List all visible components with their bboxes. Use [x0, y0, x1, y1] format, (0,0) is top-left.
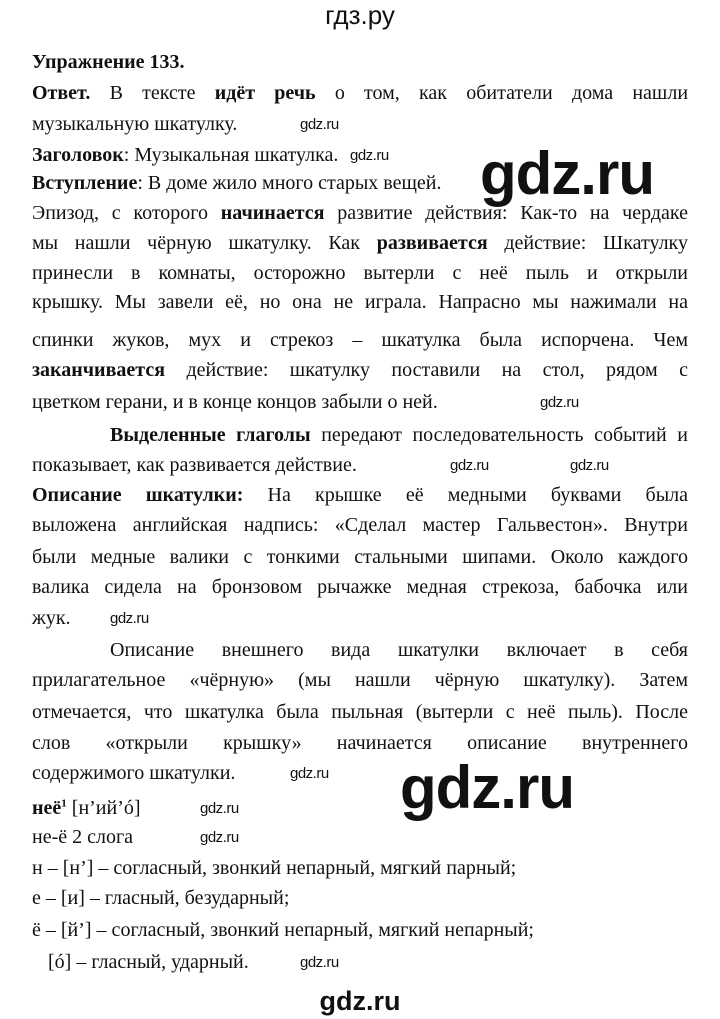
text-line [32, 50, 185, 74]
text-line [32, 290, 688, 314]
text-segment: Эпизод, с которого [32, 202, 221, 224]
text-segment: действие: Шкатулку [487, 232, 688, 254]
text-segment: выложена английская надпись: «Сделал мастер Гальвестон». Внутри [32, 514, 688, 536]
watermark-small: gdz.ru [110, 610, 149, 627]
text-segment: [ó] – гласный, ударный. [48, 951, 249, 973]
text-segment: содержимого шкатулки. [32, 762, 236, 784]
text-line [32, 606, 71, 630]
watermark-small: gdz.ru [200, 800, 239, 817]
bold-text: начинается [220, 202, 325, 224]
text-line [32, 390, 438, 414]
text-segment: жук. [32, 607, 71, 629]
text-line [32, 700, 688, 724]
watermark-small: gdz.ru [300, 116, 339, 133]
text-segment: 1 [61, 797, 67, 810]
text-segment: о том, как обитатели дома нашли [315, 82, 689, 104]
text-segment: крышку. Мы завели её, но она не играла. Напрасно мы нажимали на [32, 291, 688, 313]
text-line [32, 171, 441, 195]
text-segment: цветком герани, и в конце концов забыли о ней. [32, 391, 438, 413]
bold-text: Описание шкатулки: [32, 484, 244, 506]
site-header: гдз.ру [325, 0, 395, 30]
watermark-large: gdz.ru [400, 754, 574, 821]
text-line [32, 483, 688, 507]
text-segment: действие: шкатулку поставили на стол, рядом с [165, 359, 688, 381]
text-line [32, 886, 289, 910]
text-line [32, 668, 688, 692]
text-segment: н – [н’] – согласный, звонкий непарный, мягкий парный; [32, 857, 517, 879]
text-segment: развитие действия: Как-то на чердаке [324, 202, 688, 224]
footer-watermark: gdz.ru [319, 986, 401, 1016]
text-segment: не-ё 2 слога [32, 826, 134, 848]
text-line [48, 950, 249, 974]
bold-text: идёт речь [214, 82, 316, 104]
text-segment: прилагательное «чёрную» (мы нашли чёрную шкатулку). Затем [32, 669, 688, 691]
text-segment: Описание внешнего вида шкатулки включает в себя [110, 639, 688, 661]
text-line [32, 796, 141, 820]
text-line [32, 761, 235, 785]
text-line [32, 261, 688, 285]
bold-text: Ответ. [32, 82, 91, 104]
text-line [32, 358, 688, 382]
text-line [32, 81, 688, 105]
bold-text: развивается [376, 232, 488, 254]
text-line [32, 856, 516, 880]
watermark-large: gdz.ru [480, 140, 654, 207]
text-segment: показывает, как развивается действие. [32, 454, 357, 476]
watermark-small: gdz.ru [450, 457, 489, 474]
text-segment: валика сидела на бронзовом рычажке медная стрекоза, бабочка или [32, 576, 688, 598]
watermark-small: gdz.ru [200, 829, 239, 846]
text-line [32, 453, 357, 477]
text-segment: На крышке её медными буквами была [243, 484, 689, 506]
bold-text: Упражнение 133. [32, 51, 185, 73]
text-line [32, 328, 688, 352]
text-segment: : В доме жило много старых вещей. [137, 172, 442, 194]
text-line [32, 575, 688, 599]
bold-text: неё [32, 797, 62, 819]
text-segment: мы нашли чёрную шкатулку. Как [32, 232, 377, 254]
text-segment: были медные валики с тонкими стальными шипами. Около каждого [32, 546, 688, 568]
text-segment: передают последовательность событий и [310, 424, 688, 446]
watermark-small: gdz.ru [290, 765, 329, 782]
text-segment: е – [и] – гласный, безударный; [32, 887, 290, 909]
text-segment: : Музыкальная шкатулка. [123, 144, 339, 166]
text-segment: спинки жуков, мух и стрекоз – шкатулка была испорчена. Чем [32, 329, 688, 351]
bold-text: Вступление [32, 172, 138, 194]
bold-text: Выделенные глаголы [110, 424, 311, 446]
text-line [32, 825, 133, 849]
text-segment: В тексте [90, 82, 215, 104]
text-line [110, 423, 688, 447]
text-segment: слов «открыли крышку» начинается описание внутреннего [32, 732, 688, 754]
text-line [32, 112, 237, 136]
text-segment: принесли в комнаты, осторожно вытерли с неё пыль и открыли [32, 262, 688, 284]
text-line [110, 638, 688, 662]
text-line [32, 231, 688, 255]
text-segment: отмечается, что шкатулка была пыльная (вытерли с неё пыль). После [32, 701, 688, 723]
watermark-small: gdz.ru [540, 394, 579, 411]
text-segment: [н’ий’ó] [66, 797, 141, 819]
text-line [32, 513, 688, 537]
text-segment: музыкальную шкатулку. [32, 113, 238, 135]
bold-text: заканчивается [32, 359, 166, 381]
text-line [32, 731, 688, 755]
text-line [32, 143, 338, 167]
watermark-small: gdz.ru [300, 954, 339, 971]
bold-text: Заголовок [32, 144, 124, 166]
text-line [32, 918, 534, 942]
watermark-small: gdz.ru [350, 147, 389, 164]
watermark-small: gdz.ru [570, 457, 609, 474]
text-line [32, 545, 688, 569]
text-segment: ё – [й’] – согласный, звонкий непарный, мягкий непарный; [32, 919, 534, 941]
